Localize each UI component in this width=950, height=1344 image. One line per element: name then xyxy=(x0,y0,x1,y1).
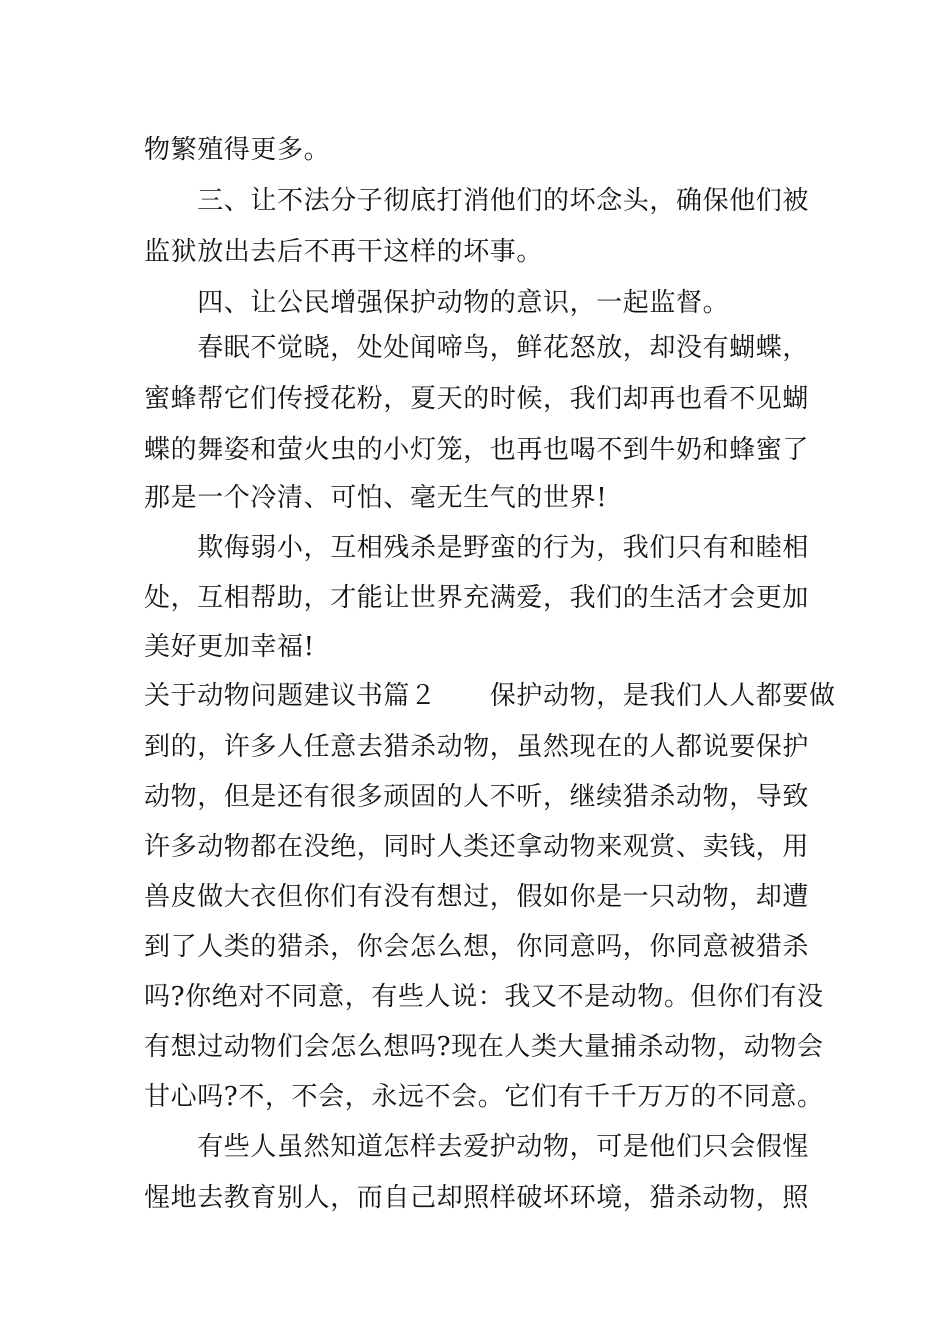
text-line: 春眠不觉晓，处处闻啼鸟，鲜花怒放，却没有蝴蝶， xyxy=(144,333,810,363)
section-heading-line: 关于动物问题建议书篇２ 保护动物，是我们人人都要做 xyxy=(144,681,836,711)
text-line: 有些人虽然知道怎样去爱护动物，可是他们只会假惺 xyxy=(144,1132,810,1162)
text-line: 三、让不法分子彻底打消他们的坏念头，确保他们被 xyxy=(144,186,810,216)
text-line: 兽皮做大衣但你们有没有想过，假如你是一只动物，却遭 xyxy=(144,882,810,912)
text-line: 惺地去教育别人，而自己却照样破坏环境，猎杀动物，照 xyxy=(144,1183,810,1213)
text-line: 监狱放出去后不再干这样的坏事。 xyxy=(144,237,544,267)
text-line: 动物，但是还有很多顽固的人不听，继续猎杀动物，导致 xyxy=(144,782,810,812)
text-line: 到了人类的猎杀，你会怎么想，你同意吗，你同意被猎杀 xyxy=(144,932,810,962)
text-line: 到的，许多人任意去猎杀动物，虽然现在的人都说要保护 xyxy=(144,732,810,762)
text-line: 处，互相帮助，才能让世界充满爱，我们的生活才会更加 xyxy=(144,583,810,613)
text-line: 欺侮弱小，互相残杀是野蛮的行为，我们只有和睦相 xyxy=(144,533,810,563)
text-line: 美好更加幸福! xyxy=(144,632,315,662)
text-line: 蜜蜂帮它们传授花粉，夏天的时候，我们却再也看不见蝴 xyxy=(144,384,810,414)
text-line: 甘心吗?不，不会，永远不会。它们有千千万万的不同意。 xyxy=(144,1082,824,1112)
text-line: 四、让公民增强保护动物的意识，一起监督。 xyxy=(144,288,730,318)
text-line: 那是一个冷清、可怕、毫无生气的世界! xyxy=(144,483,608,513)
text-line: 吗?你绝对不同意，有些人说：我又不是动物。但你们有没 xyxy=(144,982,824,1012)
text-line: 许多动物都在没绝，同时人类还拿动物来观赏、卖钱，用 xyxy=(144,832,810,862)
text-line: 蝶的舞姿和萤火虫的小灯笼，也再也喝不到牛奶和蜂蜜了 xyxy=(144,435,810,465)
text-line: 物繁殖得更多。 xyxy=(144,135,331,165)
text-line: 有想过动物们会怎么想吗?现在人类大量捕杀动物，动物会 xyxy=(144,1032,824,1062)
